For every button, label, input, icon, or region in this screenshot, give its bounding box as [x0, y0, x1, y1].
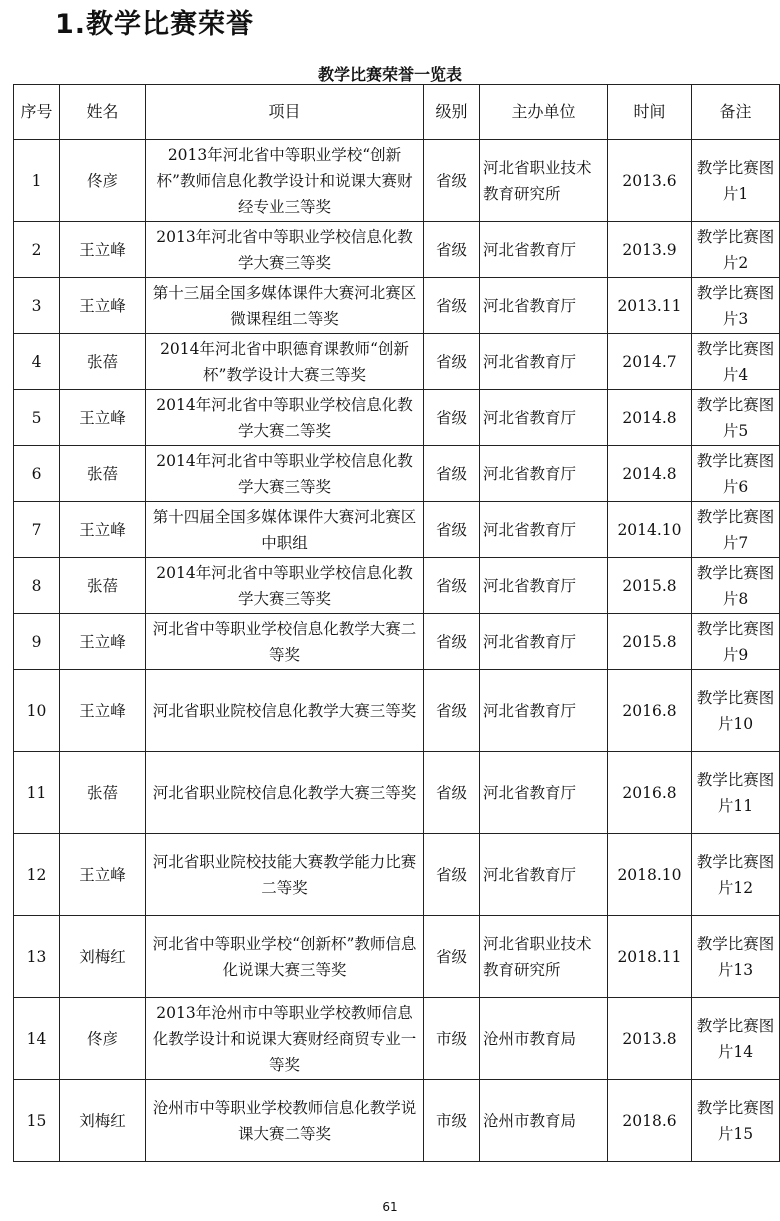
- cell-level: 省级: [424, 752, 480, 834]
- cell-name: 刘梅红: [60, 1080, 146, 1162]
- cell-level: 省级: [424, 278, 480, 334]
- cell-note: 教学比赛图片12: [692, 834, 780, 916]
- header-note: 备注: [692, 85, 780, 140]
- cell-name: 王立峰: [60, 834, 146, 916]
- cell-level: 市级: [424, 1080, 480, 1162]
- cell-no: 1: [14, 140, 60, 222]
- cell-note: 教学比赛图片13: [692, 916, 780, 998]
- page-number: 61: [382, 1200, 398, 1214]
- cell-org: 河北省教育厅: [480, 834, 608, 916]
- header-project: 项目: [146, 85, 424, 140]
- cell-org: 河北省教育厅: [480, 502, 608, 558]
- cell-org: 河北省职业技术教育研究所: [480, 140, 608, 222]
- cell-time: 2014.10: [608, 502, 692, 558]
- cell-no: 12: [14, 834, 60, 916]
- cell-org: 河北省教育厅: [480, 670, 608, 752]
- cell-project: 2014年河北省中等职业学校信息化教学大赛三等奖: [146, 446, 424, 502]
- header-level: 级别: [424, 85, 480, 140]
- table-row: [14, 752, 780, 834]
- cell-org: 河北省教育厅: [480, 334, 608, 390]
- header-name: 姓名: [60, 85, 146, 140]
- cell-project: 河北省职业院校信息化教学大赛三等奖: [146, 752, 424, 834]
- cell-name: 张蓓: [60, 558, 146, 614]
- table-row: [14, 1080, 780, 1162]
- cell-no: 2: [14, 222, 60, 278]
- cell-project: 第十四届全国多媒体课件大赛河北赛区中职组: [146, 502, 424, 558]
- cell-no: 14: [14, 998, 60, 1080]
- cell-time: 2018.6: [608, 1080, 692, 1162]
- cell-org: 河北省教育厅: [480, 390, 608, 446]
- cell-level: 省级: [424, 916, 480, 998]
- cell-no: 15: [14, 1080, 60, 1162]
- cell-level: 市级: [424, 998, 480, 1080]
- cell-project: 2014年河北省中等职业学校信息化教学大赛二等奖: [146, 390, 424, 446]
- table-row: [14, 390, 780, 446]
- cell-time: 2016.8: [608, 670, 692, 752]
- cell-name: 佟彦: [60, 998, 146, 1080]
- cell-org: 沧州市教育局: [480, 998, 608, 1080]
- cell-level: 省级: [424, 670, 480, 752]
- header-org: 主办单位: [480, 85, 608, 140]
- cell-level: 省级: [424, 446, 480, 502]
- cell-name: 王立峰: [60, 614, 146, 670]
- table-header-row: [14, 85, 780, 140]
- cell-name: 王立峰: [60, 222, 146, 278]
- cell-time: 2013.11: [608, 278, 692, 334]
- cell-no: 7: [14, 502, 60, 558]
- cell-no: 6: [14, 446, 60, 502]
- section-heading: 1.教学比赛荣誉: [55, 9, 255, 40]
- cell-org: 河北省教育厅: [480, 752, 608, 834]
- cell-time: 2014.8: [608, 446, 692, 502]
- cell-level: 省级: [424, 140, 480, 222]
- cell-name: 王立峰: [60, 278, 146, 334]
- honors-table: [13, 84, 780, 1162]
- cell-level: 省级: [424, 502, 480, 558]
- cell-no: 10: [14, 670, 60, 752]
- cell-level: 省级: [424, 390, 480, 446]
- cell-time: 2016.8: [608, 752, 692, 834]
- cell-level: 省级: [424, 334, 480, 390]
- cell-note: 教学比赛图片5: [692, 390, 780, 446]
- cell-no: 8: [14, 558, 60, 614]
- cell-project: 2013年河北省中等职业学校信息化教学大赛三等奖: [146, 222, 424, 278]
- table-row: [14, 614, 780, 670]
- cell-name: 王立峰: [60, 390, 146, 446]
- cell-note: 教学比赛图片10: [692, 670, 780, 752]
- header-time: 时间: [608, 85, 692, 140]
- table-row: [14, 278, 780, 334]
- cell-time: 2018.10: [608, 834, 692, 916]
- cell-note: 教学比赛图片14: [692, 998, 780, 1080]
- cell-project: 2013年沧州市中等职业学校教师信息化教学设计和说课大赛财经商贸专业一等奖: [146, 998, 424, 1080]
- cell-name: 张蓓: [60, 334, 146, 390]
- cell-project: 河北省职业院校信息化教学大赛三等奖: [146, 670, 424, 752]
- cell-note: 教学比赛图片7: [692, 502, 780, 558]
- cell-time: 2013.9: [608, 222, 692, 278]
- cell-note: 教学比赛图片2: [692, 222, 780, 278]
- cell-org: 河北省教育厅: [480, 614, 608, 670]
- cell-no: 4: [14, 334, 60, 390]
- cell-org: 河北省职业技术教育研究所: [480, 916, 608, 998]
- table-row: [14, 502, 780, 558]
- cell-note: 教学比赛图片6: [692, 446, 780, 502]
- cell-time: 2018.11: [608, 916, 692, 998]
- cell-org: 河北省教育厅: [480, 222, 608, 278]
- cell-note: 教学比赛图片9: [692, 614, 780, 670]
- table-row: [14, 222, 780, 278]
- cell-project: 河北省中等职业学校信息化教学大赛二等奖: [146, 614, 424, 670]
- cell-org: 河北省教育厅: [480, 446, 608, 502]
- cell-time: 2015.8: [608, 558, 692, 614]
- cell-project: 2014年河北省中等职业学校信息化教学大赛三等奖: [146, 558, 424, 614]
- cell-name: 张蓓: [60, 752, 146, 834]
- cell-note: 教学比赛图片1: [692, 140, 780, 222]
- cell-note: 教学比赛图片11: [692, 752, 780, 834]
- table-caption: 教学比赛荣誉一览表: [317, 65, 462, 84]
- cell-time: 2014.7: [608, 334, 692, 390]
- cell-project: 2014年河北省中职德育课教师“创新杯”教学设计大赛三等奖: [146, 334, 424, 390]
- table-row: [14, 834, 780, 916]
- cell-level: 省级: [424, 222, 480, 278]
- cell-project: 2013年河北省中等职业学校“创新杯”教师信息化教学设计和说课大赛财经专业三等奖: [146, 140, 424, 222]
- cell-project: 沧州市中等职业学校教师信息化教学说课大赛二等奖: [146, 1080, 424, 1162]
- table-row: [14, 334, 780, 390]
- cell-time: 2015.8: [608, 614, 692, 670]
- cell-project: 河北省中等职业学校“创新杯”教师信息化说课大赛三等奖: [146, 916, 424, 998]
- header-no: 序号: [14, 85, 60, 140]
- cell-name: 王立峰: [60, 670, 146, 752]
- cell-project: 河北省职业院校技能大赛教学能力比赛二等奖: [146, 834, 424, 916]
- cell-name: 张蓓: [60, 446, 146, 502]
- cell-name: 刘梅红: [60, 916, 146, 998]
- cell-no: 11: [14, 752, 60, 834]
- cell-org: 沧州市教育局: [480, 1080, 608, 1162]
- cell-name: 王立峰: [60, 502, 146, 558]
- table-row: [14, 558, 780, 614]
- table-row: [14, 140, 780, 222]
- cell-name: 佟彦: [60, 140, 146, 222]
- cell-level: 省级: [424, 834, 480, 916]
- cell-no: 13: [14, 916, 60, 998]
- cell-note: 教学比赛图片15: [692, 1080, 780, 1162]
- cell-no: 9: [14, 614, 60, 670]
- cell-level: 省级: [424, 614, 480, 670]
- cell-time: 2013.6: [608, 140, 692, 222]
- cell-note: 教学比赛图片4: [692, 334, 780, 390]
- table-row: [14, 670, 780, 752]
- table-row: [14, 446, 780, 502]
- table-row: [14, 998, 780, 1080]
- cell-level: 省级: [424, 558, 480, 614]
- cell-no: 3: [14, 278, 60, 334]
- cell-org: 河北省教育厅: [480, 558, 608, 614]
- cell-project: 第十三届全国多媒体课件大赛河北赛区微课程组二等奖: [146, 278, 424, 334]
- cell-org: 河北省教育厅: [480, 278, 608, 334]
- cell-no: 5: [14, 390, 60, 446]
- cell-time: 2013.8: [608, 998, 692, 1080]
- cell-note: 教学比赛图片3: [692, 278, 780, 334]
- table-row: [14, 916, 780, 998]
- cell-time: 2014.8: [608, 390, 692, 446]
- cell-note: 教学比赛图片8: [692, 558, 780, 614]
